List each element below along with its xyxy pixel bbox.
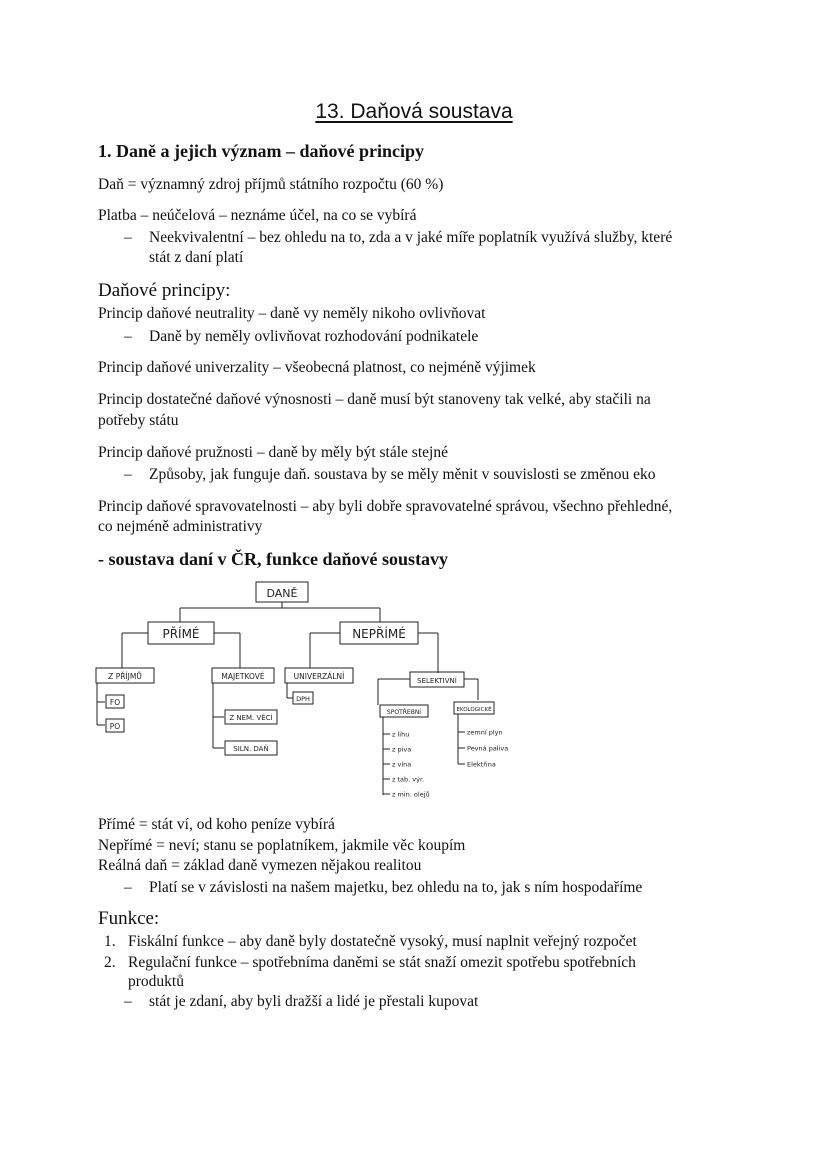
- text-dan: Daň = významný zdroj příjmů státního rozpočtu (60 %): [98, 176, 444, 193]
- funkce-item: Fiskální funkce – aby daně byly dostatečně vysoký, musí naplnit veřejný rozpočet: [128, 933, 637, 950]
- dash-bullet: –: [124, 229, 132, 246]
- text-realna-sub: Platí se v závislosti na našem majetku, bez ohledu na to, jak s ním hospodaříme: [149, 879, 643, 896]
- spotrebni-item: z piva: [392, 745, 412, 754]
- majetkove-label: MAJETKOVÉ: [221, 672, 265, 681]
- page-title: 13. Daňová soustava: [315, 100, 513, 123]
- section-heading-1: 1. Daně a jejich význam – daňové principy: [98, 141, 424, 161]
- root-label: DANĚ: [266, 587, 298, 600]
- spotrebni-label: SPOTŘEBNÍ: [386, 709, 422, 716]
- principy-heading: Daňové principy:: [98, 280, 231, 301]
- text-neprime-def: Nepřímé = neví; stanu se poplatníkem, jakmile věc koupím: [98, 837, 466, 854]
- ekologicke-item: Elektřina: [467, 760, 496, 769]
- text-neutralita-sub: Daně by neměly ovlivňovat rozhodování podnikatele: [149, 328, 479, 345]
- text-neekvivalentni-cont: stát z daní platí: [149, 249, 244, 266]
- prime-label: PŘÍMÉ: [162, 627, 200, 641]
- spotrebni-item: z lihu: [392, 730, 410, 739]
- text-pruznost: Princip daňové pružnosti – daně by měly být stále stejné: [98, 444, 448, 461]
- dash-bullet: –: [124, 466, 132, 483]
- text-neutralita: Princip daňové neutrality – daně vy neměly nikoho ovlivňovat: [98, 305, 486, 322]
- text-neekvivalentni: Neekvivalentní – bez ohledu na to, zda a v jaké míře poplatník využívá služby, které: [149, 229, 673, 246]
- text-platba: Platba – neúčelová – neznáme účel, na co se vybírá: [98, 207, 417, 224]
- ekologicke-item: Pevná paliva: [467, 744, 509, 753]
- neprime-label: NEPŘÍMÉ: [352, 627, 406, 641]
- funkce-item-cont: produktů: [128, 973, 184, 990]
- text-univerzalita: Princip daňové univerzality – všeobecná platnost, co nejméně výjimek: [98, 359, 536, 376]
- dash-bullet: –: [124, 879, 132, 896]
- text-vynosnost-cont: potřeby státu: [98, 412, 179, 429]
- funkce-heading: Funkce:: [98, 908, 160, 929]
- fo-label: FO: [109, 698, 121, 707]
- text-vynosnost: Princip dostatečné daňové výnosnosti – daně musí být stanoveny tak velké, aby stačili na: [98, 391, 651, 408]
- ekologicke-label: EKOLOGICKÉ: [456, 707, 492, 713]
- text-realna-def: Reálná daň = základ daně vymezen nějakou realitou: [98, 857, 422, 874]
- z-nem-veci-label: Z NEM. VĚCÍ: [229, 714, 273, 722]
- funkce-item-sub: stát je zdaní, aby byli dražší a lidé je přestali kupovat: [149, 993, 479, 1010]
- dph-label: DPH: [296, 695, 310, 703]
- z-prijmu-label: Z PŘÍJMŮ: [108, 672, 142, 681]
- spotrebni-item: z vína: [392, 760, 412, 769]
- list-number: 1.: [104, 933, 116, 950]
- list-number: 2.: [104, 954, 116, 971]
- po-label: PO: [109, 722, 121, 731]
- silni-dan-label: SILN. DAŇ: [233, 745, 269, 753]
- text-prime-def: Přímé = stát ví, od koho peníze vybírá: [98, 816, 335, 833]
- funkce-item: Regulační funkce – spotřebníma daněmi se stát snaží omezit spotřebu spotřebních: [128, 954, 636, 971]
- text-spravovatelnost: Princip daňové spravovatelnosti – aby byli dobře spravovatelné správou, všechno přehledné,: [98, 498, 673, 515]
- selektivni-label: SELEKTIVNÍ: [417, 677, 457, 685]
- text-pruznost-sub: Způsoby, jak funguje daň. soustava by se měly měnit v souvislosti se změnou eko: [149, 466, 656, 483]
- univerzalni-label: UNIVERZÁLNÍ: [293, 672, 345, 681]
- spotrebni-item: z min. olejů: [392, 790, 430, 799]
- spotrebni-item: z tab. výr.: [392, 775, 425, 784]
- dash-bullet: –: [124, 328, 132, 345]
- section-heading-2: - soustava daní v ČR, funkce daňové soustavy: [98, 549, 449, 569]
- ekologicke-item: zemní plyn: [467, 728, 503, 737]
- dash-bullet: –: [124, 993, 132, 1010]
- text-spravovatelnost-cont: co nejméně administrativy: [98, 518, 263, 535]
